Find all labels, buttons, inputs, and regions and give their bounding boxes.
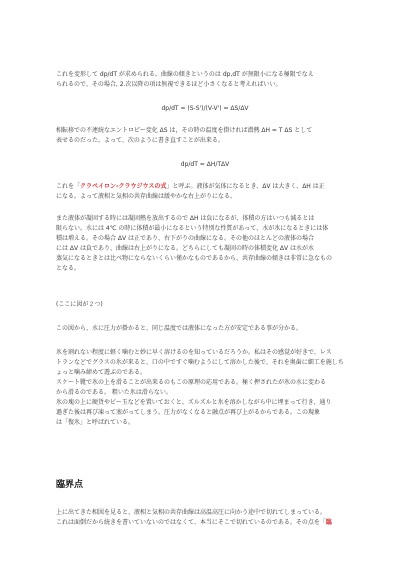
text-line: また液体が凝固する時には凝固熱を放出するので ΔH は負になるが、体積の方はいつも減るとは — [56, 215, 315, 222]
text-segment: 」と呼ぶ。液体が気体になるとき、ΔV は大きく、ΔH は正 — [166, 183, 325, 190]
text-line: になる。よって液相と気相の共存曲線は緩やかな右上がりになる。 — [56, 193, 237, 200]
text-segment: これは面倒だから続きを書いていないのではなくて、本当にそこで切れているのである。その点を「 — [56, 519, 326, 526]
text-line: 積は増える。その場合 ΔV は正であり、右下がりの曲線になる。その他のほとんどの液体の場合 — [56, 235, 315, 242]
text-line: これを変形して dp/dT が求められる。曲線の傾きというのは dp,dT が無限小になる極限でなえ — [56, 71, 314, 78]
paragraph-latent-heat — [56, 126, 372, 146]
figure-placeholder-note: (ここに図が２つ) — [56, 301, 103, 308]
text-line: 表せるのだった。よって、次のように書き直すことが出来る。 — [56, 137, 224, 144]
paragraph-clapeyron — [56, 182, 372, 202]
text-line: は「復氷」と呼ばれている。 — [56, 419, 135, 426]
highlighted-term: 臨 — [325, 519, 332, 526]
text-line: られるので、その場合, 2.次以降の項は無視できるほど小さくなると考えればいい。 — [56, 81, 282, 88]
text-line: から滑るのである。 粗いた氷は滑らない。 — [56, 389, 172, 396]
text-line: 上に出てきた相図を見ると、液相と気相の共存曲線は高温高圧に向かう途中で切れてしまっている。 — [56, 509, 327, 516]
text-line: 相転移での不連続なエントロピー変化 ΔS は，その時の温度を掛ければ潜熱 ΔH = T ΔS として — [56, 127, 313, 134]
paragraph-regelation — [56, 348, 372, 428]
text-line: 過ぎた後は再び凍って塞がってしまう。圧力がなくなると融点が再び上がるからである。この現象 — [56, 409, 320, 416]
paragraph-solidification — [56, 214, 372, 274]
text-segment: これを「 — [56, 183, 81, 190]
text-line: 蒸気になるときとは比べ物にならないくらい僅かなものであるから、共存曲線の傾きは非常に急なもの — [56, 255, 333, 262]
equation-entropy: dp/dT = (S-S')/(V-V') = ΔS/ΔV — [161, 105, 249, 112]
paragraph-pressure: この図から、水に圧力が掛かると、同じ温度では液体になった方が安定である事が分かる。 — [56, 325, 303, 332]
section-heading: 臨界点 — [56, 480, 84, 490]
text-line: となる。 — [56, 265, 81, 272]
text-line: トランなどでグラスの氷が来ると、口の中ですぐ噛むようにして溶かした後で、それを奥歯に細工を施しち — [56, 359, 344, 366]
text-line: 氷を割れない程度に軽く噛むと妙に早く溶けるのを知っているだろうか。私はその感覚が好きで、レス — [56, 349, 332, 356]
text-line: 限らない。水には 4℃ の時に体積が最小になるという特別な性質があって、水が氷になるときには体 — [56, 225, 329, 232]
equation-latent-heat: dp/dT = ΔH/TΔV — [180, 161, 230, 168]
highlighted-term: クラペイロン-クラウジウスの式 — [80, 183, 167, 190]
paragraph-derivation — [56, 70, 372, 90]
text-line: スケート靴で氷の上を滑ることが出来るのもこの原理の応用である。極く押されたが氷の水に変わる — [56, 379, 327, 386]
text-line: には ΔV は負であり、曲線は右上がりになる。どちらにしても凝固の時の体積変化 ΔV は水が水 — [56, 245, 315, 252]
paragraph-critical-point — [56, 508, 372, 528]
text-line: ょっと噛み締めて遊ぶのである。 — [56, 369, 147, 376]
text-line: 氷の塊の上に硬貨やビー玉などを置いておくと、ズルズルと氷を溶かしながら中に埋まって行き、通り — [56, 399, 332, 406]
